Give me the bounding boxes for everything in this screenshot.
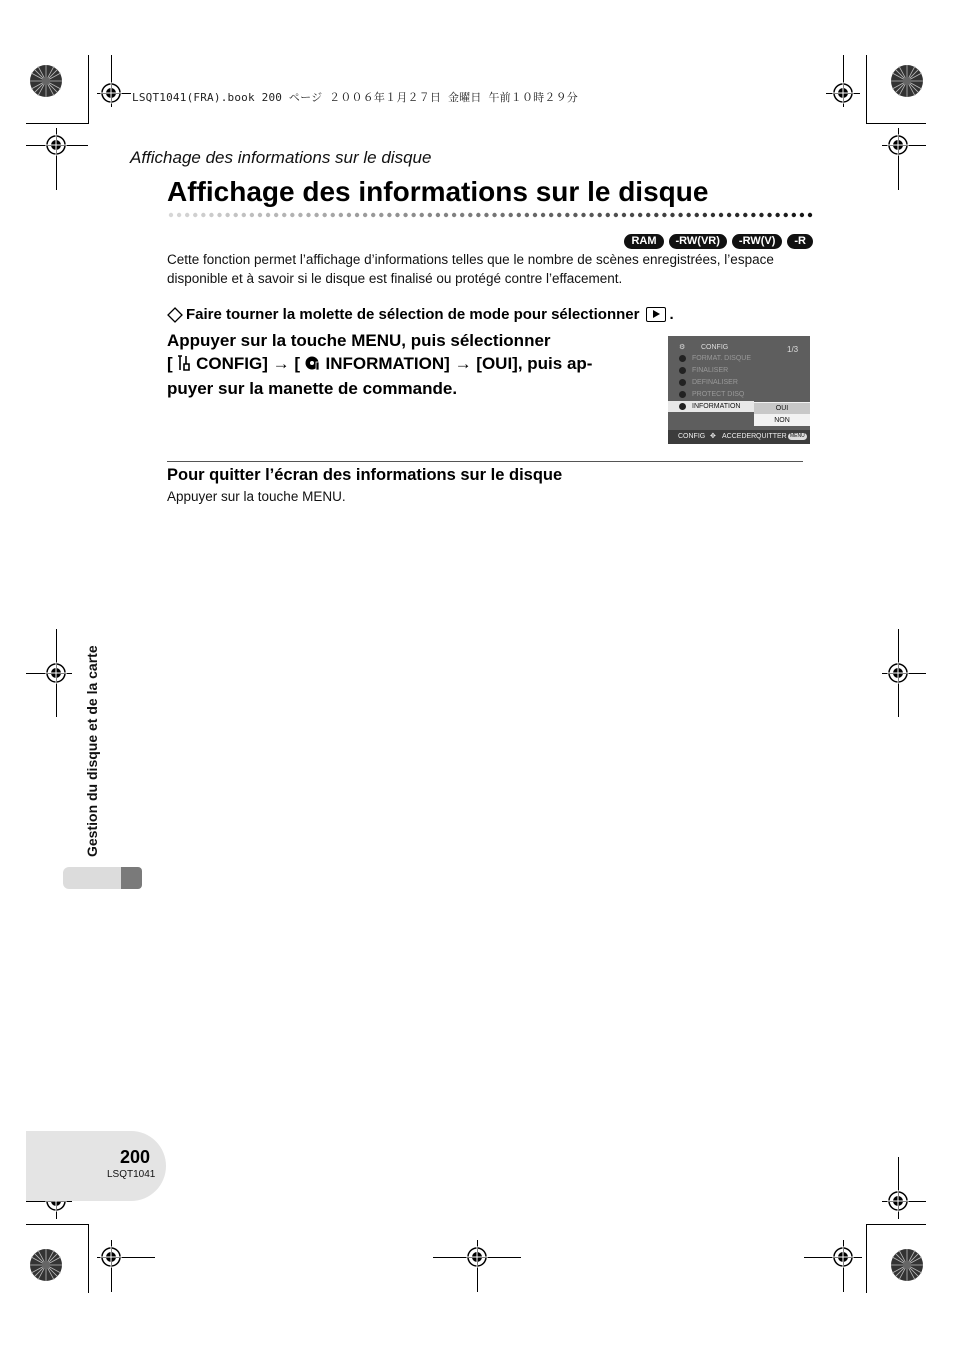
register-mark-icon: [45, 134, 67, 156]
register-mark-icon: [887, 134, 909, 156]
section-rule: [167, 461, 803, 462]
mode-instruction-text: Faire tourner la molette de sélection de mode pour sélectionner: [186, 306, 640, 323]
chapter-tab-marker: [121, 867, 142, 889]
config-icon: [177, 354, 191, 377]
menu-item: DEFINALISER: [668, 377, 754, 388]
disc-type-badges: [624, 234, 813, 249]
disc-icon: [679, 379, 686, 386]
quit-heading: Pour quitter l’écran des informations sur le disque: [167, 466, 563, 484]
menu-option-oui: OUI: [754, 403, 810, 414]
page-code: LSQT1041: [107, 1169, 156, 1180]
register-mark-icon: [466, 1246, 488, 1268]
menu-option-non: NON: [774, 417, 790, 424]
step-config: CONFIG]: [196, 354, 268, 373]
disc-icon: [679, 355, 686, 362]
quit-text: Appuyer sur la touche MENU.: [167, 489, 346, 504]
menu-footer: CONFIG ✥ ACCEDER QUITTER MENU: [668, 430, 810, 444]
chapter-tab: [63, 867, 123, 889]
menu-button-icon: MENU: [790, 433, 805, 439]
step-line-2-end: [OUI], puis ap-: [476, 354, 593, 373]
bracket-open: [: [167, 354, 178, 373]
starburst-mark-icon: [890, 1248, 924, 1282]
mode-period: .: [669, 306, 674, 323]
starburst-mark-icon: [29, 1248, 63, 1282]
step-line-1: Appuyer sur la touche MENU, puis sélectionner: [167, 331, 551, 350]
arrow-2: →: [454, 354, 472, 373]
register-mark-icon: [832, 82, 854, 104]
badge-ram: RAM: [624, 234, 663, 249]
page-number: 200: [120, 1147, 151, 1167]
badge-r: -R: [787, 234, 813, 249]
step-information: INFORMATION]: [325, 354, 450, 373]
menu-header: [668, 342, 810, 353]
badge-rw-v: -RW(V): [732, 234, 782, 249]
arrow-1: → [: [272, 354, 305, 373]
menu-item: PROTECT DISQ: [668, 389, 754, 400]
play-mode-icon: [646, 307, 666, 322]
disc-icon: [679, 367, 686, 374]
diamond-icon: [167, 307, 183, 323]
register-mark-icon: [887, 662, 909, 684]
register-mark-icon: [887, 1190, 909, 1212]
register-mark-icon: [45, 662, 67, 684]
page-title: Affichage des informations sur le disque: [167, 176, 709, 207]
step-instruction: [167, 329, 642, 400]
chapter-side-label: Gestion du disque et de la carte: [84, 645, 100, 857]
intro-paragraph: Cette fonction permet l’affichage d’informations telles que le nombre de scènes enregistrées, l’espace disponible et à savoir si le disque est finalisé ou protégé contre l’effacement.: [167, 252, 774, 286]
register-mark-icon: [100, 1246, 122, 1268]
menu-item-selected: INFORMATION: [668, 401, 754, 412]
disc-icon: [679, 391, 686, 398]
badge-rw-vr: -RW(VR): [669, 234, 727, 249]
menu-screenshot: [668, 336, 810, 444]
menu-page-indicator: 1/3: [787, 345, 799, 354]
running-head: Affichage des informations sur le disque: [130, 148, 432, 167]
step-line-3: puyer sur la manette de commande.: [167, 379, 458, 398]
starburst-mark-icon: [29, 64, 63, 98]
disc-info-small-icon: [679, 403, 686, 410]
register-mark-icon: [832, 1246, 854, 1268]
config-small-icon: ⚙: [679, 344, 686, 351]
mode-instruction: [167, 306, 674, 323]
title-dotted-rule: [168, 212, 813, 218]
register-mark-icon: [100, 82, 122, 104]
menu-submenu: [754, 402, 810, 426]
joystick-icon: ✥: [710, 433, 716, 440]
disc-info-icon: [305, 354, 321, 377]
menu-item: FORMAT. DISQUE: [668, 353, 754, 364]
starburst-mark-icon: [890, 64, 924, 98]
menu-item: FINALISER: [668, 365, 754, 376]
file-header: LSQT1041(FRA).book 200 ページ ２００６年１月２７日 金曜日 午前１０時２９分: [132, 91, 578, 104]
menu-header-label: CONFIG: [701, 344, 729, 351]
